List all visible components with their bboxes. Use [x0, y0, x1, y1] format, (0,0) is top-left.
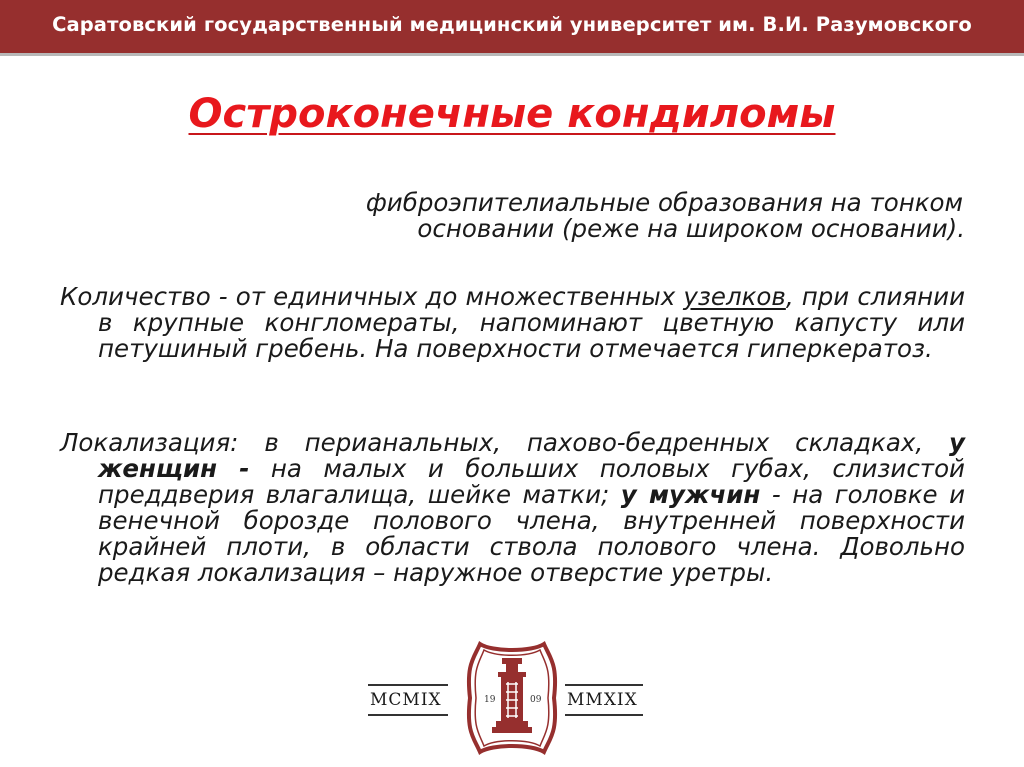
localization-men-label: у мужчин [620, 480, 761, 509]
year-left-rule-bottom [368, 714, 448, 716]
localization-women-label: у женщин - [98, 428, 965, 483]
localization-text-1: Локализация: в перианальных, пахово-бедренных складках, [60, 428, 950, 457]
year-current: MMXIX [567, 690, 638, 710]
year-left-rule-top [368, 684, 448, 686]
emblem-left-digits: 19 [484, 695, 496, 705]
slide-title: Остроконечные кондиломы [188, 91, 836, 137]
localization-paragraph [60, 430, 965, 586]
university-emblem-icon [462, 638, 562, 758]
year-right-rule-top [565, 684, 643, 686]
emblem-pillar [492, 658, 532, 733]
header-bar [0, 0, 1024, 56]
localization-text-3: - на головке и венечной борозде полового члена, внутренней поверхности крайней плоти, в области ствола полового члена. Довольно редкая локализация – наружное отверстие уретры. [98, 480, 965, 587]
definition-line-1: фиброэпителиальные образования на тонком [365, 188, 963, 217]
quantity-underlined-term: узелков [683, 282, 786, 311]
definition-line-2: основании (реже на широком основании). [417, 214, 965, 243]
quantity-text-end: , при слиянии в крупные конгломераты, напоминают цветную капусту или петушиный гребень. На поверхности отмечается гиперкератоз. [98, 282, 965, 363]
localization-text-2: на малых и больших половых губах, слизистой преддверия влагалища, шейке матки; [98, 454, 965, 509]
quantity-text-start: Количество - от единичных до множественных [60, 282, 684, 311]
year-right-rule-bottom [565, 714, 643, 716]
quantity-paragraph [60, 284, 965, 362]
emblem-right-digits: 09 [530, 695, 542, 705]
year-founded: MCMIX [370, 690, 442, 710]
definition-paragraph [60, 190, 965, 242]
university-name: Саратовский государственный медицинский университет им. В.И. Разумовского [52, 13, 972, 36]
